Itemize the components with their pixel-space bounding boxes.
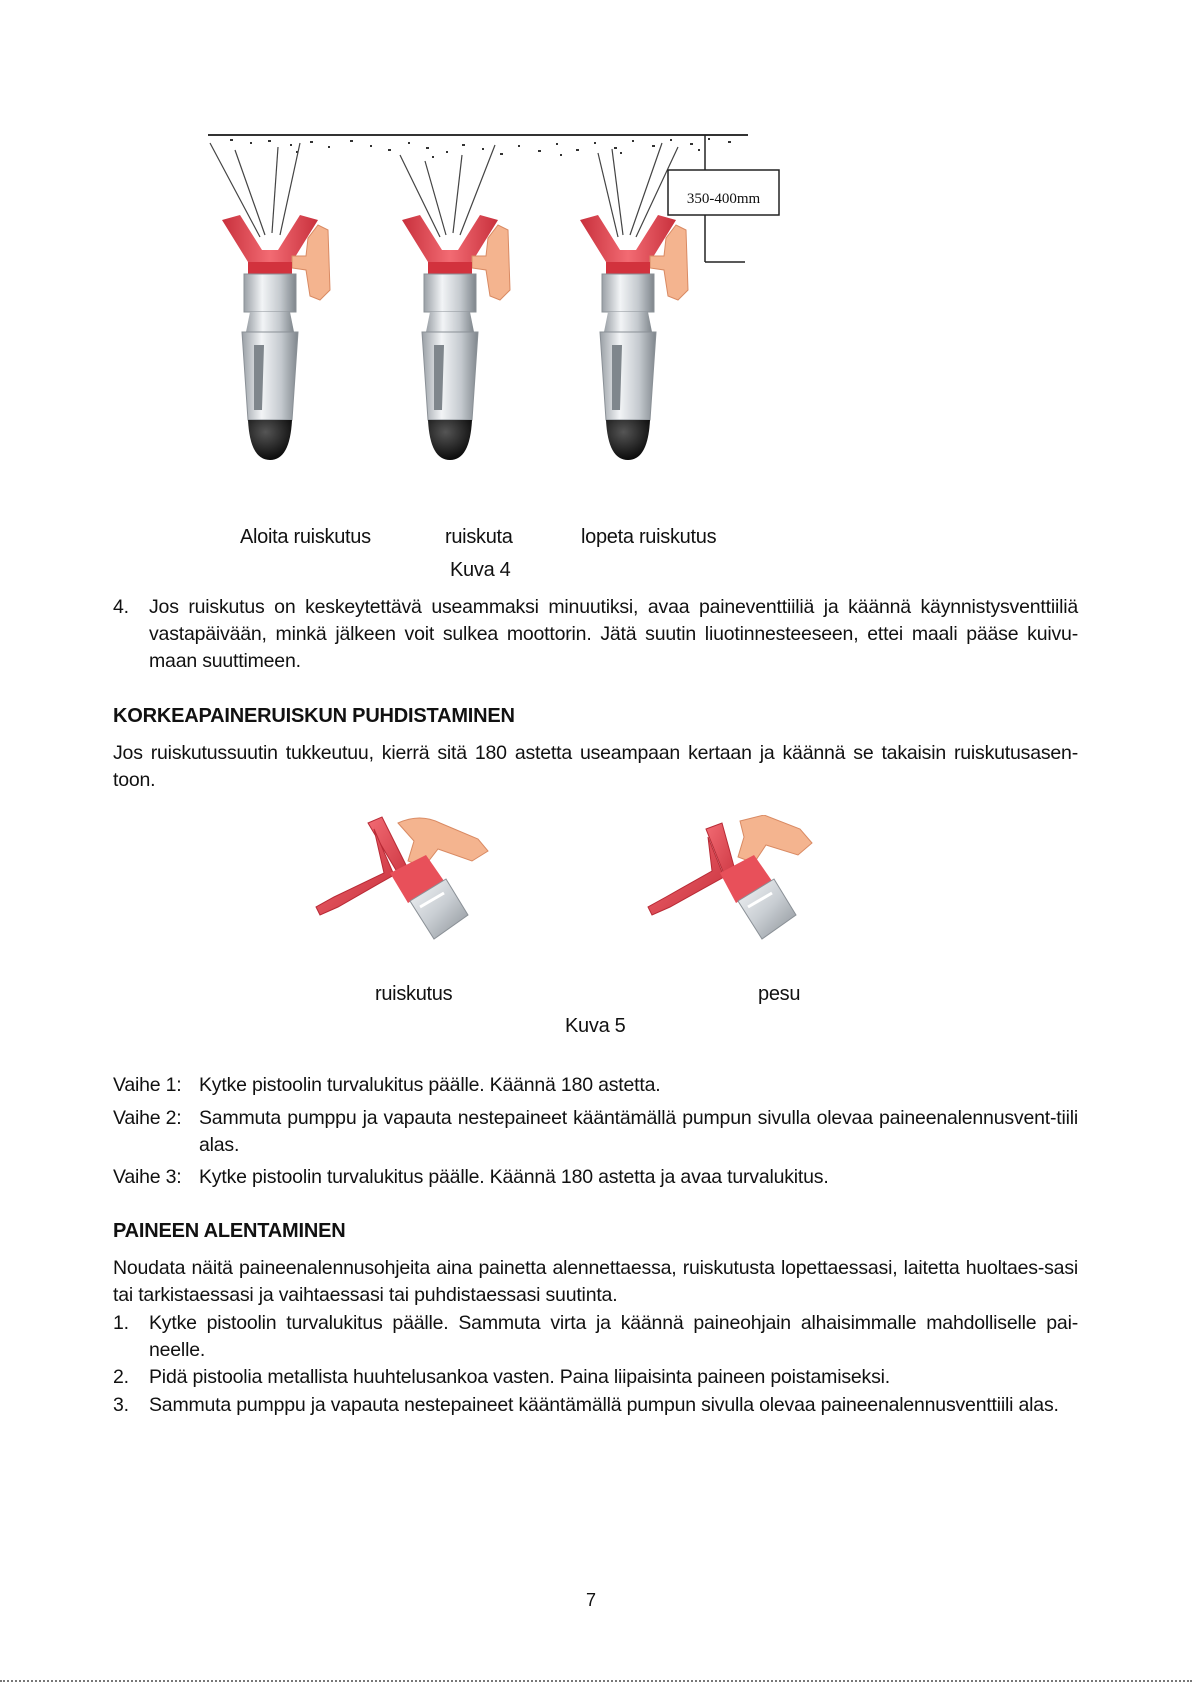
figure-4-illustration	[200, 125, 840, 495]
pressure-step-1-number: 1.	[113, 1312, 129, 1334]
phase-1-label: Vaihe 1:	[113, 1074, 182, 1096]
step-4-number: 4.	[113, 596, 129, 618]
step-4-text: Jos ruiskutus on keskeytettävä useammaksi minuutiksi, avaa paineventtiiliä ja käännä käynnistysventtiiliä vastapäivään, minkä jälkeen voit sulkea moottorin. Jätä suutin liuotinnesteeseen, ettei maali pääse kuivu-maan suuttimeen.	[149, 596, 1078, 672]
figure-4-label-stop: lopeta ruiskutus	[581, 526, 717, 548]
spray-gun-start-illustration	[222, 215, 330, 460]
figure-5-illustration	[310, 815, 870, 970]
figure-4-caption: Kuva 4	[450, 559, 511, 581]
step-4	[113, 594, 1078, 675]
page-number: 7	[586, 1590, 597, 1610]
pressure-step-2-number: 2.	[113, 1366, 129, 1388]
cleaning-heading: KORKEAPAINERUISKUN PUHDISTAMINEN	[113, 705, 515, 727]
spray-lines	[210, 143, 678, 237]
figure-4-label-spray: ruiskuta	[445, 526, 513, 548]
guard-spray-position	[316, 817, 488, 939]
pressure-step-3	[113, 1392, 1078, 1419]
spray-gun-stop-illustration	[580, 215, 688, 460]
pressure-step-2	[113, 1364, 1078, 1391]
cleaning-intro: Jos ruiskutussuutin tukkeutuu, kierrä sitä 180 astetta useampaan kertaan ja käännä se takaisin ruiskutusasen-toon.	[113, 742, 1078, 791]
phase-1	[113, 1072, 1078, 1099]
paint-speckles	[230, 138, 731, 158]
pressure-step-1	[113, 1310, 1078, 1364]
pressure-heading: PAINEEN ALENTAMINEN	[113, 1220, 346, 1242]
phase-1-text: Kytke pistoolin turvalukitus päälle. Käännä 180 astetta.	[199, 1074, 661, 1096]
pressure-step-3-text: Sammuta pumppu ja vapauta nestepaineet kääntämällä pumpun sivulla olevaa paineenalennusventtiili alas.	[149, 1394, 1059, 1416]
phase-2-label: Vaihe 2:	[113, 1107, 182, 1129]
spray-gun-spray-illustration	[402, 215, 510, 460]
figure-5-label-clean: pesu	[758, 983, 801, 1005]
pressure-step-2-text: Pidä pistoolia metallista huuhtelusankoa vasten. Paina liipaisinta paineen poistamiseksi.	[149, 1366, 890, 1388]
phase-2-text: Sammuta pumppu ja vapauta nestepaineet kääntämällä pumpun sivulla olevaa paineenalennusvent-tiili alas.	[199, 1107, 1078, 1156]
guard-clean-position	[648, 815, 812, 939]
pressure-step-3-number: 3.	[113, 1394, 129, 1416]
bottom-border	[0, 1680, 1192, 1682]
figure-5-caption: Kuva 5	[565, 1015, 626, 1037]
pressure-intro: Noudata näitä paineenalennusohjeita aina painetta alennettaessa, ruiskutusta lopettaessasi, laitetta huoltaes-sasi tai tarkistaessasi ja vaihtaessasi tai puhdistaessasi suutinta.	[113, 1257, 1078, 1306]
phase-3	[113, 1164, 1078, 1191]
distance-label: 350-400mm	[686, 191, 761, 207]
figure-5-label-spray: ruiskutus	[375, 983, 453, 1005]
phase-2	[113, 1105, 1078, 1159]
phase-3-label: Vaihe 3:	[113, 1166, 182, 1188]
figure-4-label-start: Aloita ruiskutus	[240, 526, 371, 548]
pressure-step-1-text: Kytke pistoolin turvalukitus päälle. Sammuta virta ja käännä paineohjain alhaisimmalle mahdolliselle pai-neelle.	[149, 1312, 1078, 1361]
phase-3-text: Kytke pistoolin turvalukitus päälle. Käännä 180 astetta ja avaa turvalukitus.	[199, 1166, 829, 1188]
